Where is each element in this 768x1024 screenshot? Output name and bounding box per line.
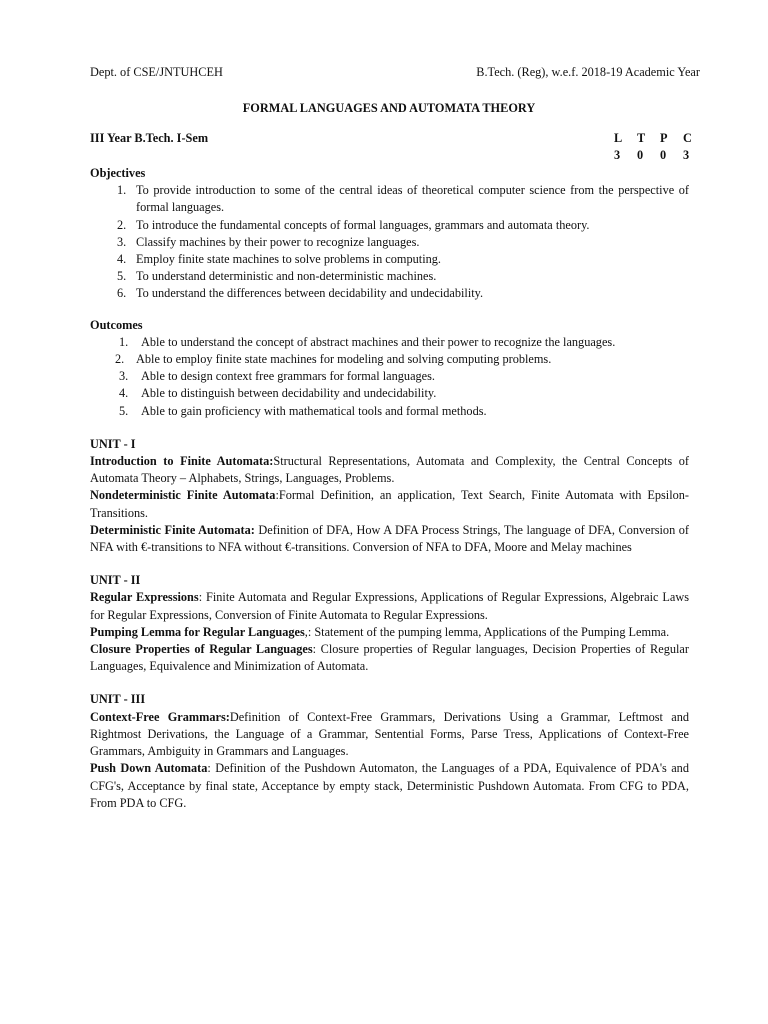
topic-body: Definition of Context-Free Grammars, Derivations Using a Grammar, Leftmost and Rightmost Derivations, the Language of a Grammar, Sentential Forms, Parse Tress, Applications of Context-Free Grammars, Ambiguity in Grammars and Languages. xyxy=(90,709,689,759)
item-text: To provide introduction to some of the central ideas of theoretical computer science from the perspective of formal languages. xyxy=(136,183,689,215)
outcomes-heading: Outcomes xyxy=(90,317,143,332)
unit-title: UNIT - III xyxy=(90,692,146,707)
list-item xyxy=(90,217,689,234)
item-number: 4. xyxy=(119,386,129,401)
topic-heading: Context-Free Grammars: xyxy=(90,709,230,724)
item-number: 6. xyxy=(117,286,127,301)
topic-heading: Nondeterministic Finite Automata xyxy=(90,488,276,503)
item-text: Able to distinguish between decidability and undecidability. xyxy=(141,386,437,401)
ltpc-value: 3 xyxy=(683,148,690,163)
topic-body: Structural Representations, Automata and Complexity, the Central Concepts of Automata Theory – Alphabets, Strings, Languages, Problems. xyxy=(90,454,689,486)
unit-topic xyxy=(90,709,689,761)
unit-topic xyxy=(90,589,689,623)
objectives-list xyxy=(90,182,689,302)
course-title: FORMAL LANGUAGES AND AUTOMATA THEORY xyxy=(242,101,536,115)
topic-heading: Push Down Automata xyxy=(90,761,208,776)
header-academic-year: B.Tech. (Reg), w.e.f. 2018-19 Academic Year xyxy=(476,65,700,79)
item-number: 2. xyxy=(115,352,125,367)
ltpc-label: T xyxy=(637,131,646,145)
item-number: 3. xyxy=(119,369,129,384)
topic-heading: Closure Properties of Regular Languages xyxy=(90,642,313,657)
syllabus-content xyxy=(90,165,689,812)
ltpc-label: P xyxy=(660,131,668,145)
unit-2 xyxy=(90,572,689,675)
item-number: 3. xyxy=(117,234,127,249)
item-number: 5. xyxy=(117,269,127,284)
list-item xyxy=(90,285,689,302)
item-text: To understand deterministic and non-deterministic machines. xyxy=(136,269,437,284)
unit-topic xyxy=(90,522,689,556)
item-text: To introduce the fundamental concepts of formal languages, grammars and automata theory. xyxy=(136,217,590,232)
item-number: 1. xyxy=(119,334,129,349)
list-item xyxy=(90,385,689,402)
topic-body: : Definition of the Pushdown Automaton, the Languages of a PDA, Equivalence of PDA's and CFG's, Acceptance by final state, Acceptance by empty stack, Deterministic Pushdown Automata. From CFG to PDA, From PDA to CFG. xyxy=(90,761,689,810)
topic-body: :Formal Definition, an application, Text Search, Finite Automata with Epsilon-Transitions. xyxy=(90,488,690,520)
list-item xyxy=(90,351,689,368)
item-number: 1. xyxy=(117,183,127,198)
unit-1 xyxy=(90,436,689,556)
item-text: Able to understand the concept of abstract machines and their power to recognize the languages. xyxy=(141,334,616,349)
unit-topic xyxy=(90,487,689,521)
item-text: Employ finite state machines to solve problems in computing. xyxy=(136,252,441,267)
unit-title: UNIT - II xyxy=(90,573,141,588)
topic-heading: Deterministic Finite Automata: xyxy=(90,522,255,537)
item-text: Able to design context free grammars for formal languages. xyxy=(141,369,435,384)
unit-topic xyxy=(90,453,689,487)
unit-topic xyxy=(90,624,689,641)
unit-topic xyxy=(90,760,689,812)
list-item xyxy=(90,403,689,420)
list-item xyxy=(90,268,689,285)
unit-3 xyxy=(90,691,689,811)
item-text: Able to gain proficiency with mathematical tools and formal methods. xyxy=(141,403,487,418)
item-number: 4. xyxy=(117,252,127,267)
list-item xyxy=(90,251,689,268)
item-number: 5. xyxy=(119,403,129,418)
outcomes-list xyxy=(90,334,689,420)
topic-body: ,: Statement of the pumping lemma, Applications of the Pumping Lemma. xyxy=(304,624,670,639)
ltpc-value: 0 xyxy=(660,148,667,163)
ltpc-labels xyxy=(614,130,706,147)
topic-body: : Finite Automata and Regular Expressions, Applications of Regular Expressions, Algebraic Laws for Regular Expressions, Conversion of Finite Automata to Regular Expressions. xyxy=(90,590,689,622)
unit-topic xyxy=(90,641,689,675)
list-item xyxy=(90,334,689,351)
list-item xyxy=(90,368,689,385)
ltpc-values xyxy=(614,147,706,164)
ltpc-label: L xyxy=(614,131,623,145)
objectives-heading: Objectives xyxy=(90,166,146,180)
ltpc-value: 0 xyxy=(637,148,644,163)
course-year: III Year B.Tech. I-Sem xyxy=(90,131,209,145)
item-text: Classify machines by their power to recognize languages. xyxy=(136,234,420,249)
ltpc-value: 3 xyxy=(614,148,621,163)
list-item xyxy=(90,234,689,251)
ltpc-label: C xyxy=(683,131,692,145)
topic-body: Definition of DFA, How A DFA Process Strings, The language of DFA, Conversion of NFA with €-transitions to NFA without €-transitions. Conversion of NFA to DFA, Moore and Melay machines xyxy=(90,522,690,555)
ltpc-table xyxy=(614,130,706,164)
item-text: To understand the differences between decidability and undecidability. xyxy=(136,286,484,301)
header-department: Dept. of CSE/JNTUHCEH xyxy=(90,65,223,79)
item-text: Able to employ finite state machines for modeling and solving computing problems. xyxy=(136,352,552,367)
list-item xyxy=(90,182,689,216)
topic-heading: Introduction to Finite Automata: xyxy=(90,454,274,469)
unit-title: UNIT - I xyxy=(90,436,136,451)
topic-heading: Regular Expressions xyxy=(90,590,199,605)
item-number: 2. xyxy=(117,217,127,232)
topic-heading: Pumping Lemma for Regular Languages xyxy=(90,624,305,639)
topic-body: : Closure properties of Regular languages, Decision Properties of Regular Languages, Equivalence and Minimization of Automata. xyxy=(90,642,689,674)
